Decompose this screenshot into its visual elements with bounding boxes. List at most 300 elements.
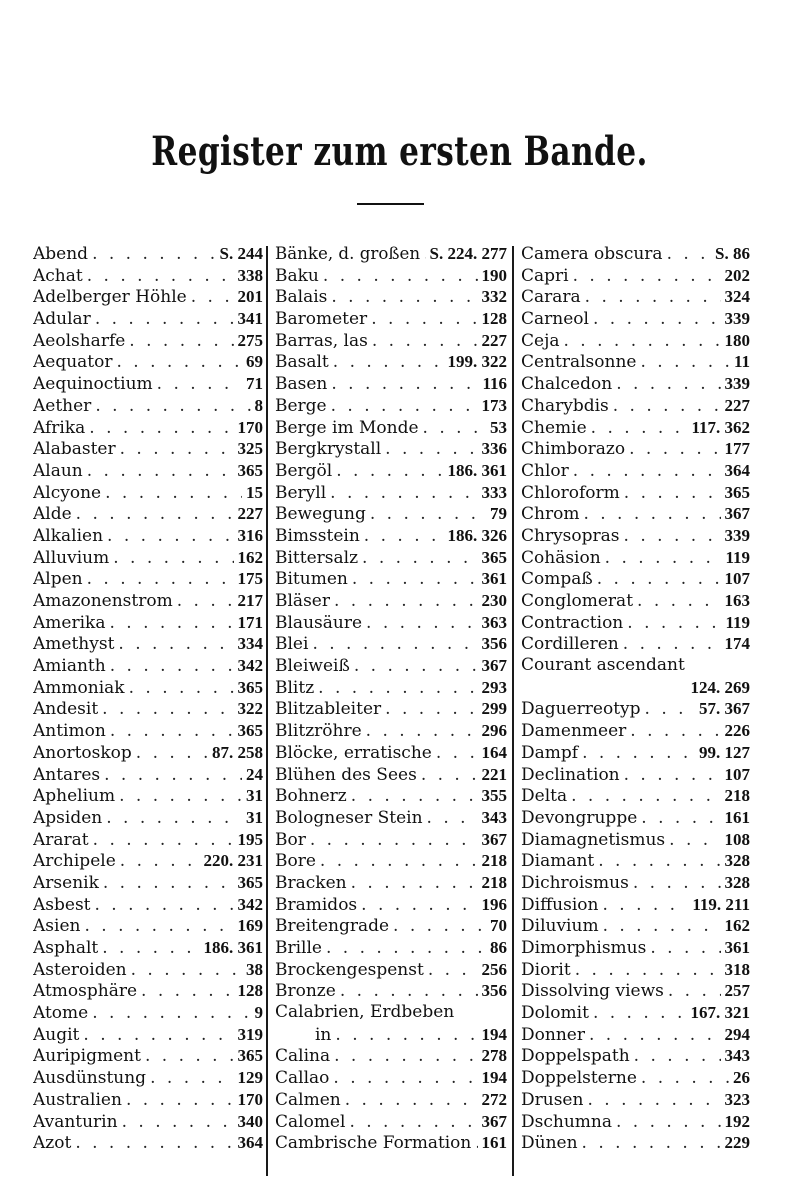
index-term: Callao [275,1068,330,1089]
index-term: Amianth [33,656,106,677]
leader-dots [101,483,242,504]
leader-dots [567,786,720,807]
leader-dots [578,1133,721,1154]
leader-dots [98,699,233,720]
index-term: Dolomit [521,1003,589,1024]
index-entry [275,330,507,352]
index-page-number: 227 [237,504,263,524]
index-entry [521,286,750,308]
index-term: Augit [33,1024,80,1045]
index-term: Delta [521,786,568,807]
leader-dots [612,1112,721,1133]
index-page-number: 257 [724,981,750,1001]
index-entry [33,265,263,287]
index-page-number: 361 [724,938,750,957]
index-entry [521,482,750,504]
index-entry [521,720,750,742]
leader-dots [348,569,478,590]
leader-dots [389,916,486,937]
index-page-number: 361 [481,569,507,589]
leader-dots [559,331,720,352]
index-term: Bohnerz [275,786,347,807]
index-entry [33,547,263,569]
index-term: Courant ascendant [521,655,685,676]
index-page-number: S. 244 [219,244,263,263]
index-term: Chalcedon [521,374,613,395]
index-entry [275,698,507,720]
index-term: Bronze [275,981,336,1002]
index-term: Chemie [521,417,587,438]
index-page-number: 365 [481,547,507,567]
leader-dots [331,1025,477,1046]
index-page-number: 365 [237,460,263,480]
leader-dots [620,526,721,547]
index-page-number: 53 [490,417,507,437]
index-entry [33,698,263,720]
index-page-number: 99. 127 [699,742,750,762]
index-term: Dichroismus [521,872,629,893]
leader-dots [314,678,477,699]
index-term: Andesit [33,699,99,720]
leader-dots [327,396,478,417]
index-entry [33,1045,263,1067]
index-page-number: 173 [481,395,507,415]
index-entry [275,677,507,699]
index-entry [33,764,263,786]
leader-dots [91,396,250,417]
index-term: Ausdünstung [33,1068,147,1089]
index-term: Cambrische Formation [275,1132,472,1153]
index-entry [521,395,750,417]
index-term: Bewegung [275,504,366,525]
index-entry [275,482,507,504]
index-page-number: 342 [237,656,263,676]
index-page-number: 186. 326 [447,525,507,545]
leader-dots [332,461,443,482]
index-page-number: 365 [724,482,750,502]
index-entry [521,807,750,829]
index-entry [275,417,507,439]
index-term: Amazonenstrom [33,591,173,611]
index-page-number: 31 [246,786,263,806]
leader-dots [381,439,477,460]
index-entry [275,243,507,265]
index-entry [521,568,750,590]
index-page-number: 174 [724,634,750,654]
index-entry [33,395,263,417]
leader-dots [327,287,477,308]
index-term: Bitumen [275,569,348,590]
index-page-number: 218 [724,786,750,806]
index-term: Chrom [521,504,580,525]
leader-dots [630,1046,721,1067]
index-term: Blitzableiter [275,699,382,720]
index-page-number: 129 [237,1068,263,1088]
index-page-number: 341 [237,309,263,329]
index-page-number: 365 [237,1046,263,1066]
index-entry [521,308,750,330]
index-term: Calmen [275,1089,341,1110]
index-entry [275,525,507,547]
index-entry [275,785,507,807]
index-term: Baku [275,265,319,286]
index-term: Barras, las [275,330,368,351]
index-term: Alpen [33,569,83,590]
index-entry [275,1024,507,1046]
index-term: Bittersalz [275,547,359,568]
leader-dots [367,309,477,330]
index-entry [275,937,507,959]
index-entry [275,894,507,916]
leader-dots [322,938,486,959]
index-entry [33,980,263,1002]
index-page-number: 367 [481,829,507,849]
index-entry [521,330,750,352]
index-term: Contraction [521,612,624,633]
index-page-number: 272 [481,1089,507,1109]
index-term: Bore [275,851,316,872]
leader-dots [579,504,720,525]
index-page-number: 194 [481,1024,507,1044]
index-page-number: 171 [237,612,263,632]
index-page-number: 180 [724,330,750,350]
leader-dots [326,483,477,504]
leader-dots [641,699,695,720]
index-term: Bergöl [275,460,333,481]
leader-dots [109,548,233,569]
leader-dots [125,331,233,352]
leader-dots [91,309,234,330]
index-term: Diluvium [521,916,599,937]
index-entry [33,785,263,807]
index-entry [33,937,263,959]
index-entry [33,742,263,764]
index-term: in [315,1024,332,1045]
index-page-number: 356 [481,981,507,1001]
index-term: Aether [33,395,92,416]
index-entry [521,243,750,265]
index-term: Asteroiden [33,959,127,980]
leader-dots [114,634,233,655]
index-entry [521,1024,750,1046]
index-entry [33,1132,263,1154]
index-page-number: 186. 361 [203,938,263,957]
leader-dots [71,1133,233,1154]
index-term: Calabrien, Erdbeben [275,1002,455,1023]
index-page-number: 294 [724,1024,750,1044]
leader-dots [83,266,234,287]
index-entry [521,764,750,786]
index-term: Achat [33,265,83,286]
index-entry [521,1132,750,1154]
index-term: Doppelspath [521,1046,630,1067]
index-entry [521,937,750,959]
index-page-number: 363 [481,612,507,632]
leader-dots [132,743,208,764]
index-entry [33,850,263,872]
leader-dots [587,418,688,439]
leader-dots [585,1025,721,1046]
leader-dots [360,526,444,547]
index-entry [521,850,750,872]
leader-dots [646,938,720,959]
index-term: Aphelium [33,786,116,807]
index-page-number: 230 [481,591,507,610]
index-entry [33,1024,263,1046]
index-term: Amerika [33,612,106,633]
index-page-number: 227 [724,395,750,415]
index-term: Ammoniak [33,677,125,698]
index-entry [275,829,507,851]
index-term: Breitengrade [275,916,390,937]
index-page-number: 338 [237,265,263,285]
index-page-number: 364 [237,1133,263,1153]
index-term: Conglomerat [521,591,634,611]
index-page-number: 202 [724,265,750,285]
index-page-number: 86 [490,938,507,957]
index-term: Calina [275,1046,331,1067]
leader-dots [589,309,721,330]
index-term: Aeolsharfe [33,330,126,351]
index-entry [33,1089,263,1111]
index-page-number: 367 [481,1111,507,1131]
index-term: Adular [33,309,91,330]
index-entry [521,460,750,482]
index-term: Atome [33,1003,89,1024]
leader-dots [330,591,478,612]
index-entry [33,460,263,482]
index-term: Alaun [33,460,83,481]
index-page-number: 162 [237,547,263,567]
index-term: Dissolving views [521,981,664,1002]
index-page-number: 201 [237,287,263,307]
index-page-number: 343 [481,807,507,827]
index-page-number: 167. 321 [690,1003,750,1023]
index-term: Atmosphäre [33,981,138,1002]
index-page-number: 124. 269 [690,677,750,697]
index-entry [33,612,263,634]
leader-dots [122,1090,234,1111]
leader-dots [358,548,477,569]
index-page-number: 323 [724,1089,750,1109]
leader-dots [569,266,721,287]
index-term: Berge [275,395,327,416]
index-term: Basalt [275,352,329,373]
index-term: Aequinoctium [33,374,153,395]
index-page-number: 356 [481,634,507,654]
leader-dots [609,396,721,417]
index-entry [275,1089,507,1111]
index-entry [33,720,263,742]
index-page-number: 163 [724,591,750,610]
index-term: Diffusion [521,894,599,915]
index-term: Alde [33,504,72,525]
index-page-number: 365 [237,677,263,697]
index-entry [521,612,750,634]
leader-dots [598,895,688,916]
index-term: Cohäsion [521,547,601,568]
index-page-number: 365 [237,721,263,741]
leader-dots [89,830,234,851]
index-entry [275,265,507,287]
leader-dots [306,830,478,851]
index-entry [521,373,750,395]
index-entry [521,438,750,460]
leader-dots [589,1003,687,1024]
index-page-number: 319 [237,1024,263,1044]
leader-dots [319,266,478,287]
leader-dots [153,374,242,395]
index-term: Bracken [275,872,347,893]
index-page-number: 71 [246,374,263,394]
index-term: Australien [33,1089,122,1110]
index-entry [275,286,507,308]
index-entry [275,720,507,742]
index-term: Blausäure [275,612,363,633]
index-page-number: 31 [246,807,263,827]
leader-dots [329,1068,477,1089]
index-entry [33,677,263,699]
index-page-number: 24 [246,764,263,784]
index-term: Calomel [275,1111,346,1132]
index-page-number: 15 [246,482,263,502]
leader-dots [98,938,199,959]
leader-dots [362,613,477,634]
index-page-number: 229 [724,1133,750,1153]
index-page-number: 161 [724,807,750,827]
index-term: Carara [521,287,581,308]
index-term: Asien [33,916,81,937]
index-entry [275,915,507,937]
leader-dots [113,352,243,373]
index-term: Auripigment [33,1046,141,1067]
index-page-number: 339 [724,309,750,329]
index-page-number: 318 [724,959,750,979]
index-term: Asphalt [33,938,99,958]
index-entry [521,590,750,612]
index-page-number: 107 [724,764,750,784]
index-page-number: S. 86 [715,244,750,263]
index-page-number: 119 [725,612,750,632]
leader-dots [350,656,478,677]
index-entry [275,1045,507,1067]
index-entry [33,286,263,308]
index-entry [275,850,507,872]
leader-dots [581,287,721,308]
index-entry [521,698,750,720]
leader-dots [187,287,234,308]
leader-dots [571,960,721,981]
leader-dots [125,678,234,699]
index-entry [521,829,750,851]
index-entry [275,351,507,373]
index-term: Dünen [521,1133,578,1154]
index-page-number: 87. 258 [212,742,263,762]
index-entry [33,308,263,330]
index-page-number: 367 [724,504,750,524]
leader-dots [620,765,721,786]
index-term: Berge im Monde [275,417,419,438]
index-term: Antimon [33,721,106,742]
index-page-number: 162 [724,916,750,936]
index-entry [521,655,750,677]
index-term: Blitz [275,677,315,698]
leader-dots [88,244,215,265]
leader-dots [347,873,478,894]
leader-dots [146,1068,233,1089]
leader-dots [593,569,721,590]
leader-dots [637,808,720,829]
index-entry [33,568,263,590]
index-page-number: 119. 211 [692,894,750,914]
leader-dots [116,439,234,460]
index-page-number: 367 [481,656,507,676]
index-page-number: 38 [246,959,263,979]
index-entry [275,980,507,1002]
index-entry [275,655,507,677]
leader-dots [100,765,242,786]
leader-dots [105,613,233,634]
index-term: Diorit [521,959,571,980]
leader-dots [599,916,721,937]
leader-dots [102,808,242,829]
leader-dots [601,548,722,569]
index-entry [521,351,750,373]
index-entry [275,872,507,894]
index-entry [33,373,263,395]
index-term: Bimsstein [275,525,360,546]
leader-dots [327,374,478,395]
index-page-number: 170 [237,1089,263,1109]
index-term: Diamant [521,851,595,872]
index-page-number: 9 [254,1003,263,1023]
leader-dots [347,786,478,807]
index-term: Archipele [33,851,116,872]
index-term: Alkalien [33,525,104,546]
index-page-number: 107 [724,569,750,589]
index-page-number: 186. 361 [447,460,507,480]
index-term: Bänke, d. großen [275,244,421,263]
leader-dots [664,981,721,1002]
leader-dots [583,1090,720,1111]
leader-dots [419,418,486,439]
leader-dots [594,851,720,872]
index-term: Antares [33,764,101,785]
index-entry [33,655,263,677]
index-entry [33,807,263,829]
index-entry [275,633,507,655]
index-entry [521,1089,750,1111]
index-page-number: 199. 322 [447,352,507,372]
index-column-a [33,243,263,1154]
leader-dots [665,830,720,851]
index-page-number: 164 [481,742,507,762]
index-page-number: 221 [481,764,507,784]
index-page-number: 218 [481,851,507,871]
index-page-number: 194 [481,1068,507,1088]
index-entry [521,1067,750,1089]
index-page-number: 196 [481,894,507,914]
index-entry [275,547,507,569]
index-entry [521,894,750,916]
leader-dots [432,743,478,764]
leader-dots [88,1003,250,1024]
leader-dots [663,244,711,265]
leader-dots [91,895,234,916]
index-page-number: 339 [724,374,750,394]
index-page-number: 343 [724,1046,750,1066]
index-entry [275,308,507,330]
